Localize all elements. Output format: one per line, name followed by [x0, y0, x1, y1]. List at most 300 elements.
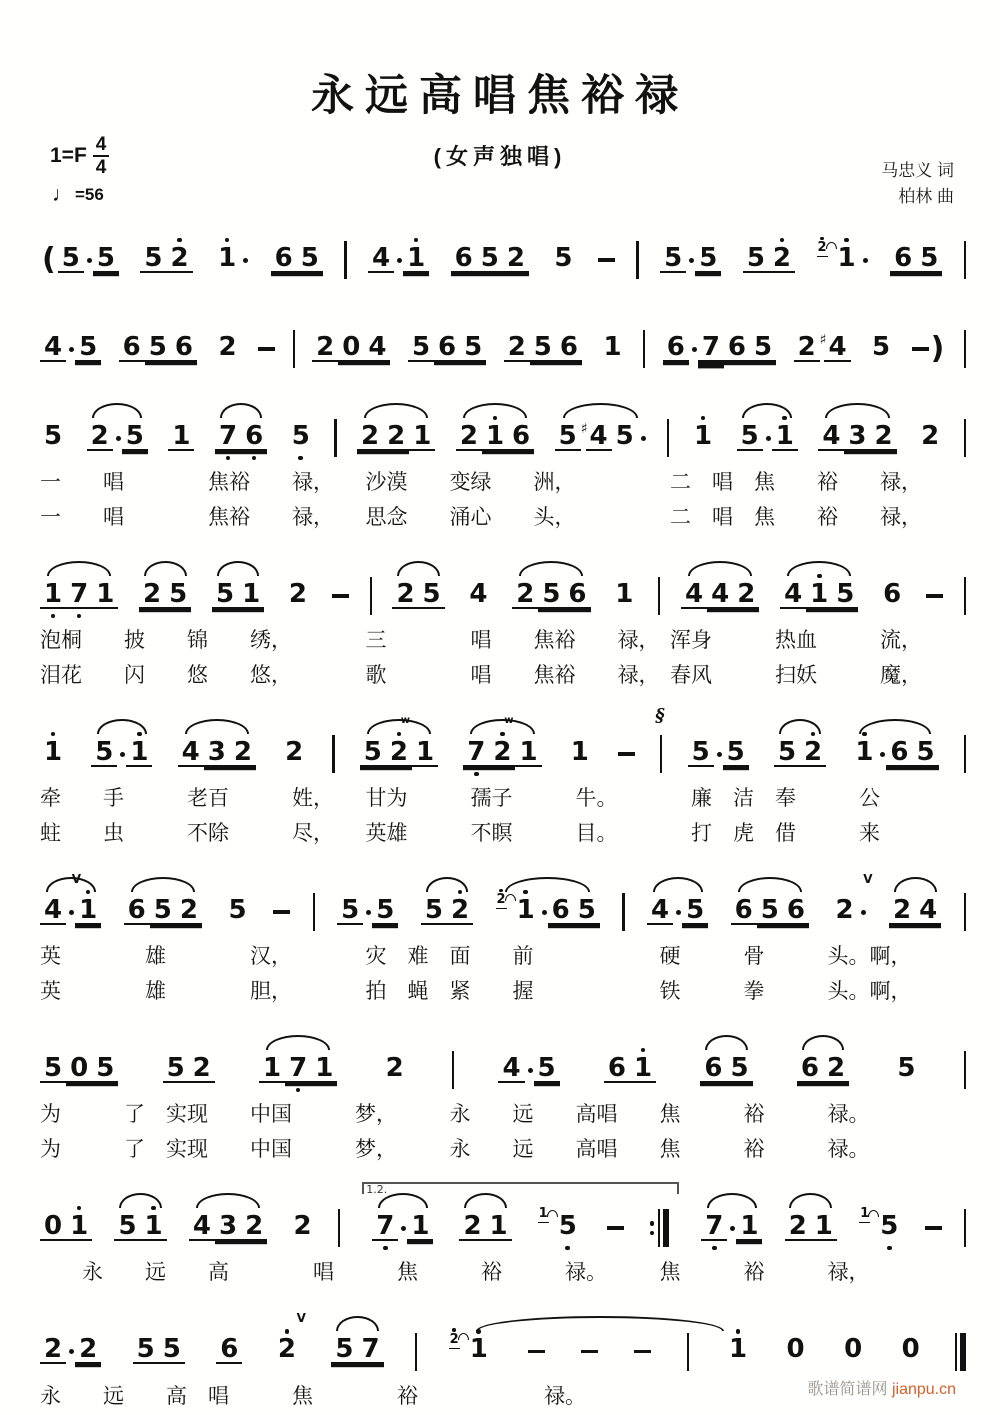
note-underline-wrap	[695, 242, 721, 273]
note-token	[538, 572, 564, 621]
note-token	[800, 730, 826, 779]
note-underline-wrap	[447, 894, 473, 925]
note-digit: 1	[70, 1210, 89, 1241]
barline	[964, 330, 966, 368]
note-token	[681, 572, 707, 621]
note-underline-wrap	[564, 578, 590, 609]
note-column	[556, 325, 582, 374]
note-digit: 5	[162, 1334, 181, 1364]
note-token	[171, 325, 197, 374]
note-column	[465, 572, 491, 621]
note-underline-wrap	[555, 420, 581, 451]
note-underline-wrap	[726, 1052, 752, 1083]
note-underline-wrap	[707, 578, 733, 609]
note-token	[859, 1204, 902, 1253]
octave-dot-below	[176, 928, 202, 937]
octave-dot-below	[879, 612, 905, 621]
note-token	[312, 325, 338, 374]
note-digit: 6	[894, 242, 913, 273]
note-digit: 5	[836, 578, 855, 609]
note-column	[159, 1327, 185, 1376]
barline	[313, 893, 315, 931]
note-group	[334, 419, 336, 457]
barline-mark	[415, 1333, 417, 1371]
octave-dot-below	[785, 1244, 811, 1253]
dash-mark	[912, 347, 929, 350]
note-underline-wrap	[876, 1210, 902, 1241]
note-column	[331, 1327, 357, 1376]
octave-dot-below	[360, 770, 386, 779]
music-line	[40, 212, 966, 286]
barline-mark	[622, 893, 624, 931]
note-underline-wrap	[688, 736, 714, 767]
note-underline-wrap	[681, 578, 707, 609]
note-column	[868, 325, 894, 374]
augmentation-dot	[766, 436, 771, 441]
octave-dot-below	[403, 276, 429, 285]
note-column	[259, 1046, 285, 1095]
octave-dot-below	[504, 365, 530, 374]
note-group	[650, 1204, 669, 1253]
lyric-line: 英 雄 胆， 拍 蝇 紧 握 铁 拳 头。啊，	[40, 979, 912, 1003]
note-digit: 5	[96, 1052, 115, 1083]
octave-dot-below	[274, 1367, 300, 1376]
note-column	[823, 1046, 849, 1095]
note-column	[701, 1204, 727, 1253]
note-group	[368, 236, 429, 285]
note-token	[868, 325, 894, 374]
note-underline-wrap	[91, 736, 117, 767]
note-token	[166, 236, 192, 285]
note-underline-wrap	[419, 578, 445, 609]
octave-dot-below	[214, 276, 240, 285]
note-underline-wrap	[851, 736, 877, 767]
note-column	[731, 888, 757, 937]
note-column	[189, 1204, 215, 1253]
note-digit: 1	[485, 420, 505, 451]
paren	[929, 331, 947, 366]
composer-credit: 柏林 曲	[898, 187, 954, 207]
octave-dot-below	[701, 1244, 727, 1253]
note-underline-wrap	[556, 331, 582, 362]
note-token	[189, 1046, 215, 1095]
note-underline-wrap	[550, 242, 576, 273]
note-underline-wrap	[794, 331, 820, 362]
dash-mark	[618, 752, 635, 755]
note-token	[785, 1204, 811, 1253]
note-token	[274, 1311, 306, 1376]
note-token	[133, 1327, 159, 1376]
augmentation-dot	[692, 347, 697, 352]
tempo-marking	[52, 183, 104, 207]
note-column	[538, 572, 564, 621]
note-underline-wrap	[780, 578, 806, 609]
time-signature	[93, 135, 110, 177]
note-underline-wrap	[331, 1336, 357, 1364]
note-token	[259, 1046, 285, 1095]
note-group	[550, 236, 576, 285]
note-token	[419, 572, 445, 621]
note-underline-wrap	[238, 578, 264, 609]
note-underline-wrap	[421, 894, 447, 925]
note-column	[555, 1204, 581, 1253]
note-column	[663, 325, 689, 374]
watermark-link[interactable]: jianpu.cn	[891, 1381, 956, 1398]
octave-dot-below	[386, 770, 412, 779]
note-column	[204, 730, 230, 779]
note-digit: 1	[218, 242, 237, 273]
note-group	[40, 730, 66, 779]
music-line	[40, 706, 966, 780]
repeat-dots	[650, 1221, 655, 1235]
note-underline-wrap	[230, 736, 256, 767]
note-token	[530, 325, 556, 374]
dash-mark	[332, 594, 349, 597]
note-token	[889, 888, 915, 937]
note-column	[214, 236, 240, 285]
note-column	[274, 1327, 300, 1376]
augmentation-dot	[861, 910, 866, 915]
octave-dot-below	[725, 1367, 751, 1376]
note-digit: 2	[826, 1052, 846, 1083]
note-column	[145, 325, 171, 374]
slurred-note-group	[392, 572, 444, 621]
octave-dot-below	[150, 928, 176, 937]
note-column	[40, 414, 66, 463]
note-group	[660, 236, 721, 285]
note-underline-wrap	[75, 331, 101, 362]
octave-dot-below	[574, 928, 600, 937]
note-underline-wrap	[386, 736, 412, 767]
note-digit: 2	[79, 1334, 98, 1364]
octave-dot-below	[783, 928, 809, 937]
note-underline-wrap	[140, 242, 166, 273]
note-underline-wrap	[75, 894, 101, 925]
note-token	[886, 730, 912, 779]
note-column	[171, 325, 197, 374]
octave-dot-below	[189, 1086, 215, 1095]
note-column	[774, 730, 800, 779]
note-digit: 2	[316, 331, 335, 362]
note-column	[726, 1046, 752, 1095]
note-column	[466, 1327, 492, 1376]
note-token	[434, 325, 460, 374]
note-underline-wrap	[797, 1052, 823, 1083]
octave-dot-below	[238, 612, 264, 621]
note-column	[574, 888, 600, 937]
octave-dot-below	[831, 928, 857, 937]
octave-dot-below	[124, 928, 150, 937]
octave-dot-below	[733, 612, 759, 621]
note-column	[611, 572, 637, 621]
note-underline-wrap	[214, 331, 240, 362]
slurred-note-group	[91, 730, 152, 779]
note-token	[663, 325, 698, 374]
octave-dot-below	[465, 612, 491, 621]
barline-thick	[960, 1333, 966, 1371]
note-digit: 4	[919, 894, 938, 925]
barline	[370, 577, 372, 615]
note-column	[818, 414, 844, 463]
note-group	[817, 236, 869, 285]
octave-dot-below	[93, 276, 119, 285]
note-column	[392, 572, 418, 621]
octave-dot-below	[145, 365, 171, 374]
octave-dot-below	[743, 276, 769, 285]
note-group	[289, 1204, 315, 1253]
octave-dot-below	[408, 365, 434, 374]
note-token	[794, 325, 820, 374]
note-token	[460, 325, 486, 374]
note-token	[915, 888, 941, 937]
barline-thick	[663, 1209, 669, 1247]
grace-digit: 1	[860, 1206, 870, 1222]
octave-dot-below	[750, 365, 776, 374]
note-underline-wrap	[171, 331, 197, 362]
note-underline-wrap	[879, 578, 905, 609]
note-digit: 1	[172, 420, 191, 451]
note-digit: 5	[726, 736, 745, 767]
note-underline-wrap	[555, 1210, 581, 1241]
octave-dot-below	[724, 365, 750, 374]
note-column	[695, 236, 721, 285]
note-column	[737, 414, 763, 463]
note-token	[150, 888, 176, 937]
note-token	[736, 1204, 762, 1253]
note-digit: 6	[512, 420, 531, 451]
octave-dot-below	[630, 1086, 656, 1095]
note-group	[598, 258, 615, 261]
note-column	[168, 414, 194, 463]
octave-dot-below	[368, 276, 394, 285]
note-digit: 5	[746, 242, 765, 273]
note-column	[459, 1204, 485, 1253]
note-column	[372, 888, 398, 937]
note-token	[451, 236, 477, 285]
octave-dot-below	[698, 365, 724, 374]
note-group	[312, 325, 390, 374]
tempo-value: =56	[75, 185, 104, 204]
octave-dot-below	[612, 454, 638, 463]
grace-tie-icon	[826, 242, 837, 249]
note-column	[386, 730, 412, 779]
octave-dot-below	[913, 770, 939, 779]
note-digit: 5	[44, 1052, 63, 1083]
note-underline-wrap	[139, 578, 165, 609]
augmentation-dot	[542, 910, 547, 915]
note-underline-wrap	[737, 420, 763, 451]
note-digit: 1	[413, 420, 432, 451]
note-token	[757, 888, 783, 937]
note-column	[733, 572, 759, 621]
note-digit: 3	[848, 420, 867, 451]
note-token	[124, 888, 150, 937]
octave-dot-below	[285, 1086, 311, 1095]
note-underline-wrap	[534, 1052, 560, 1083]
note-underline-wrap	[647, 894, 673, 925]
slurred-note-group	[372, 1204, 433, 1253]
note-token	[783, 1327, 809, 1376]
note-digit: 2	[450, 894, 470, 925]
octave-dot-below	[513, 928, 539, 937]
octave-dot-below	[159, 1367, 185, 1376]
note-column	[40, 888, 66, 937]
note-token	[564, 572, 590, 621]
octave-dot-below	[382, 1086, 408, 1095]
note-column	[548, 888, 574, 937]
note-group	[293, 330, 295, 368]
note-group	[119, 325, 197, 374]
music-line	[40, 301, 966, 375]
note-token	[281, 730, 307, 779]
note-column	[141, 1204, 167, 1253]
note-token	[383, 414, 409, 463]
slurred-note-group	[889, 888, 941, 937]
note-digit: 2	[288, 578, 307, 609]
barline-mark	[293, 330, 295, 368]
octave-dot-below	[87, 454, 113, 463]
note-digit: 4	[784, 578, 803, 609]
note-token	[224, 888, 250, 937]
note-token	[772, 414, 798, 463]
note-token	[840, 1327, 866, 1376]
note-digit: 5	[118, 1210, 137, 1241]
note-digit: 2	[804, 736, 823, 767]
note-column	[241, 1204, 267, 1253]
note-digit: 1	[415, 736, 435, 767]
barline-mark	[964, 419, 966, 457]
note-group	[840, 1327, 866, 1376]
note-digit: 4	[44, 894, 63, 925]
note-column	[40, 1327, 66, 1376]
octave-dot-below	[114, 1244, 140, 1253]
note-digit: 6	[551, 894, 570, 925]
sharp-icon: ♯	[580, 421, 588, 437]
lyric-line: 永 远 高 唱 焦 裕 禄。	[40, 1384, 586, 1408]
note-underline-wrap	[915, 894, 941, 925]
note-token	[297, 236, 323, 285]
note-digit: 1	[615, 578, 634, 609]
note-underline-wrap	[382, 1052, 408, 1083]
note-column	[876, 1204, 902, 1253]
note-column	[434, 325, 460, 374]
note-column	[564, 572, 590, 621]
note-digit: 2	[772, 242, 792, 273]
note-column	[312, 325, 338, 374]
note-token	[165, 572, 191, 621]
notation-score	[40, 212, 966, 1415]
octave-dot-below	[75, 928, 101, 937]
segno-icon: §	[655, 705, 665, 726]
note-underline-wrap	[886, 736, 912, 767]
note-token	[331, 1327, 357, 1376]
note-digit: 2	[285, 736, 304, 767]
octave-dot-below	[230, 770, 256, 779]
barline-mark	[660, 735, 662, 773]
note-token	[844, 414, 870, 463]
note-underline-wrap	[40, 736, 66, 767]
note-digit: 6	[727, 331, 746, 362]
barline	[964, 577, 966, 615]
slurred-note-group	[189, 1204, 267, 1253]
dash-mark	[258, 347, 275, 350]
note-digit: 2	[493, 736, 512, 767]
note-group	[168, 414, 194, 463]
note-column	[824, 325, 850, 374]
note-digit: 4	[44, 331, 63, 362]
note-column	[419, 572, 445, 621]
barline-mark	[964, 893, 966, 931]
note-token	[780, 572, 806, 621]
octave-dot-below	[731, 928, 757, 937]
note-digit: 0	[70, 1052, 89, 1083]
note-digit: 5	[169, 578, 188, 609]
octave-dot-below	[456, 454, 482, 463]
note-token	[477, 236, 503, 285]
barline-mark	[643, 330, 645, 368]
note-digit: 1	[516, 894, 535, 925]
note-token	[913, 730, 939, 779]
note-digit: 2	[170, 242, 189, 273]
note-digit: 1	[603, 331, 622, 362]
note-token	[163, 1046, 189, 1095]
note-digit: 2	[507, 331, 526, 362]
octave-dot-below	[723, 770, 749, 779]
barline	[687, 1327, 689, 1376]
note-group	[271, 236, 323, 285]
note-column	[916, 236, 942, 285]
octave-dot-below	[285, 612, 311, 621]
note-underline-wrap	[489, 736, 515, 767]
note-token	[486, 1204, 512, 1253]
barline-mark	[313, 893, 315, 931]
octave-dot-below	[311, 1086, 337, 1095]
note-group	[273, 910, 290, 913]
octave-dot-below	[337, 928, 363, 937]
note-digit: 1	[407, 242, 426, 273]
note-token	[176, 888, 202, 937]
note-token	[737, 414, 772, 463]
note-group	[964, 1051, 966, 1089]
note-token	[893, 1046, 919, 1095]
note-token	[289, 1204, 315, 1253]
note-column	[364, 325, 390, 374]
key-label: 1=F	[50, 144, 87, 167]
note-underline-wrap	[168, 420, 194, 451]
note-group	[288, 414, 314, 463]
lyric-line: 泡桐 披 锦 绣， 三 唱 焦裕 禄， 浑身 热血 流，	[40, 629, 922, 652]
note-column	[166, 236, 192, 285]
note-digit: 4	[651, 894, 670, 925]
octave-dot-below	[700, 1086, 726, 1095]
note-group	[338, 1209, 340, 1247]
note-underline-wrap	[769, 242, 795, 273]
octave-dot-below	[890, 276, 916, 285]
lyric-line: 为 了 实现 中国 梦， 永 远 高唱 焦 裕 禄。	[40, 1137, 870, 1161]
sharp-icon: ♯	[819, 332, 827, 348]
note-underline-wrap	[868, 331, 894, 362]
note-column	[368, 236, 394, 285]
note-token	[769, 236, 795, 285]
note-token	[723, 730, 749, 779]
note-digit: 0	[342, 331, 361, 362]
note-column	[178, 730, 204, 779]
note-column	[40, 325, 66, 374]
note-digit: 5	[554, 242, 573, 273]
note-column	[230, 730, 256, 779]
note-token	[114, 1204, 140, 1253]
note-column	[126, 730, 152, 779]
